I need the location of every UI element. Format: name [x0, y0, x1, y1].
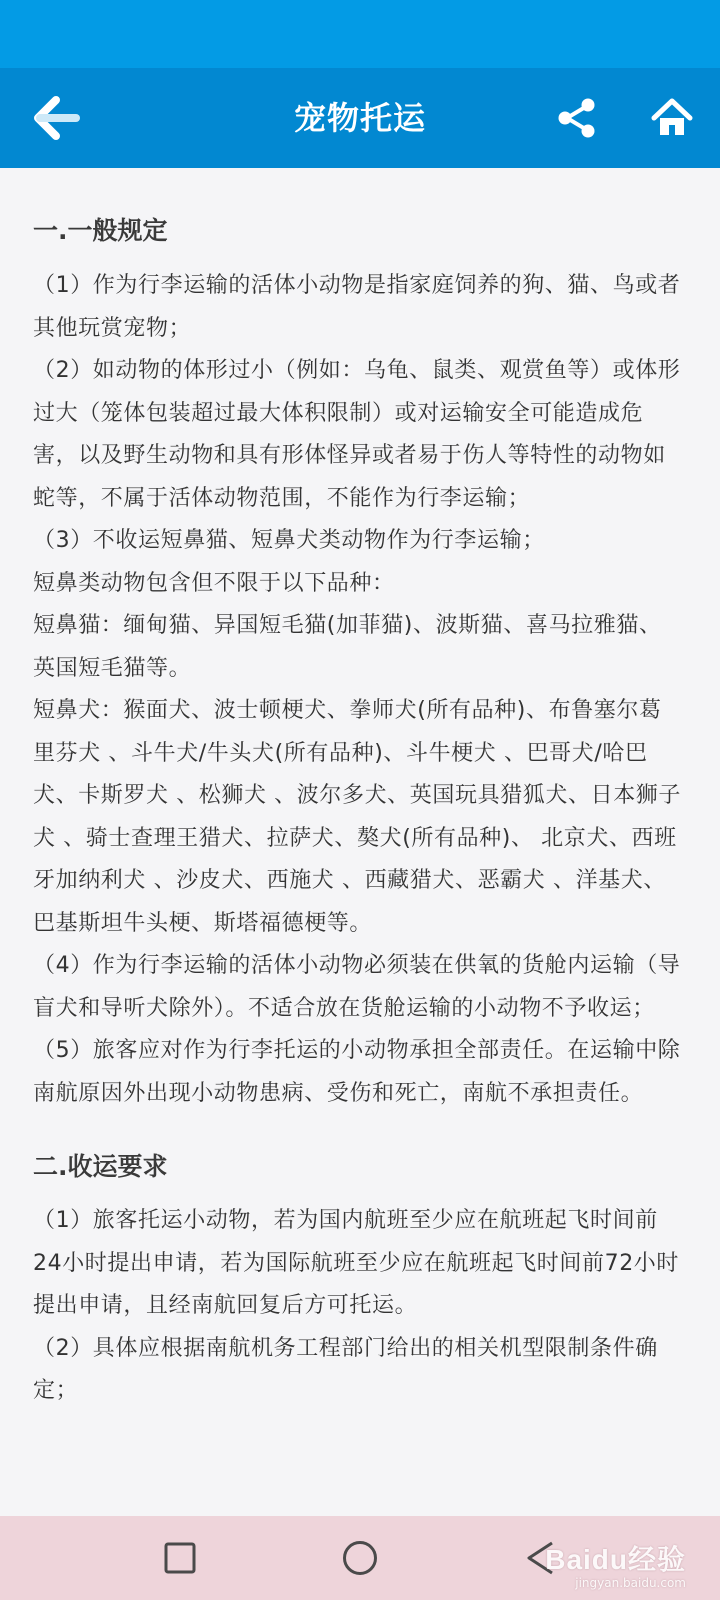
- watermark-sub: jingyan.baidu.com: [575, 1576, 686, 1590]
- home-circle-icon: [341, 1539, 379, 1577]
- home-button[interactable]: [640, 86, 704, 150]
- home-icon: [650, 96, 694, 140]
- paragraph: 短鼻猫：缅甸猫、异国短毛猫(加菲猫)、波斯猫、喜马拉雅猫、英国短毛猫等。: [33, 613, 662, 681]
- recent-apps-icon: [163, 1541, 197, 1575]
- paragraph: （5）旅客应对作为行李托运的小动物承担全部责任。在运输中除南航原因外出现小动物患病、受伤和死亡，南航不承担责任。: [33, 1038, 681, 1106]
- article-content: [33, 168, 683, 1516]
- paragraph: （1）旅客托运小动物，若为国内航班至少应在航班起飞时间前24小时提出申请，若为国际航班至少应在航班起飞时间前72小时提出申请，且经南航回复后方可托运。: [33, 1208, 679, 1318]
- paragraph: （4）作为行李运输的活体小动物必须装在供氧的货舱内运输（导盲犬和导听犬除外）。不适合放在货舱运输的小动物不予收运；: [33, 953, 681, 1021]
- system-home-button[interactable]: [330, 1528, 390, 1588]
- system-nav-bar: [0, 1516, 720, 1600]
- section-title-acceptance-requirements: 二.收运要求: [33, 1152, 168, 1181]
- section-title-general-rules: 一.一般规定: [33, 216, 168, 245]
- watermark-main: Baidu经验: [545, 1544, 686, 1575]
- app-bar: [0, 68, 720, 168]
- paragraph: 短鼻犬：猴面犬、波士顿梗犬、拳师犬(所有品种)、布鲁塞尔葛里芬犬 、斗牛犬/牛头犬(所有品种)、斗牛梗犬 、巴哥犬/哈巴犬、卡斯罗犬 、松狮犬 、波尔多犬、英国玩具猎狐犬、日本狮子犬 、骑士查理王猎犬、拉萨犬、獒犬(所有品种)、 北京犬、西班牙加纳利犬 、沙皮犬、西施犬 、西藏猎犬、恶霸犬 、洋基犬、巴基斯坦牛头梗、斯塔福德梗等。: [33, 698, 681, 936]
- page-title: 宠物托运: [293, 99, 426, 137]
- share-button[interactable]: [545, 86, 609, 150]
- paragraph: 短鼻类动物包含但不限于以下品种：: [33, 570, 395, 596]
- paragraph: （3）不收运短鼻猫、短鼻犬类动物作为行李运输；: [33, 528, 545, 553]
- paragraph: （1）作为行李运输的活体小动物是指家庭饲养的狗、猫、鸟或者其他玩赏宠物；: [33, 273, 681, 341]
- paragraph: （2）如动物的体形过小（例如：乌龟、鼠类、观赏鱼等）或体形过大（笼体包装超过最大体积限制）或对运输安全可能造成危害，以及野生动物和具有形体怪异或者易于伤人等特性的动物如蛇等，不属于活体动物范围，不能作为行李运输；: [33, 358, 681, 511]
- paragraph: （2）具体应根据南航机务工程部门给出的相关机型限制条件确定；: [33, 1335, 658, 1403]
- status-bar: [0, 0, 720, 68]
- share-icon: [555, 96, 599, 140]
- recent-apps-button[interactable]: [150, 1528, 210, 1588]
- baidu-watermark: [545, 1538, 686, 1590]
